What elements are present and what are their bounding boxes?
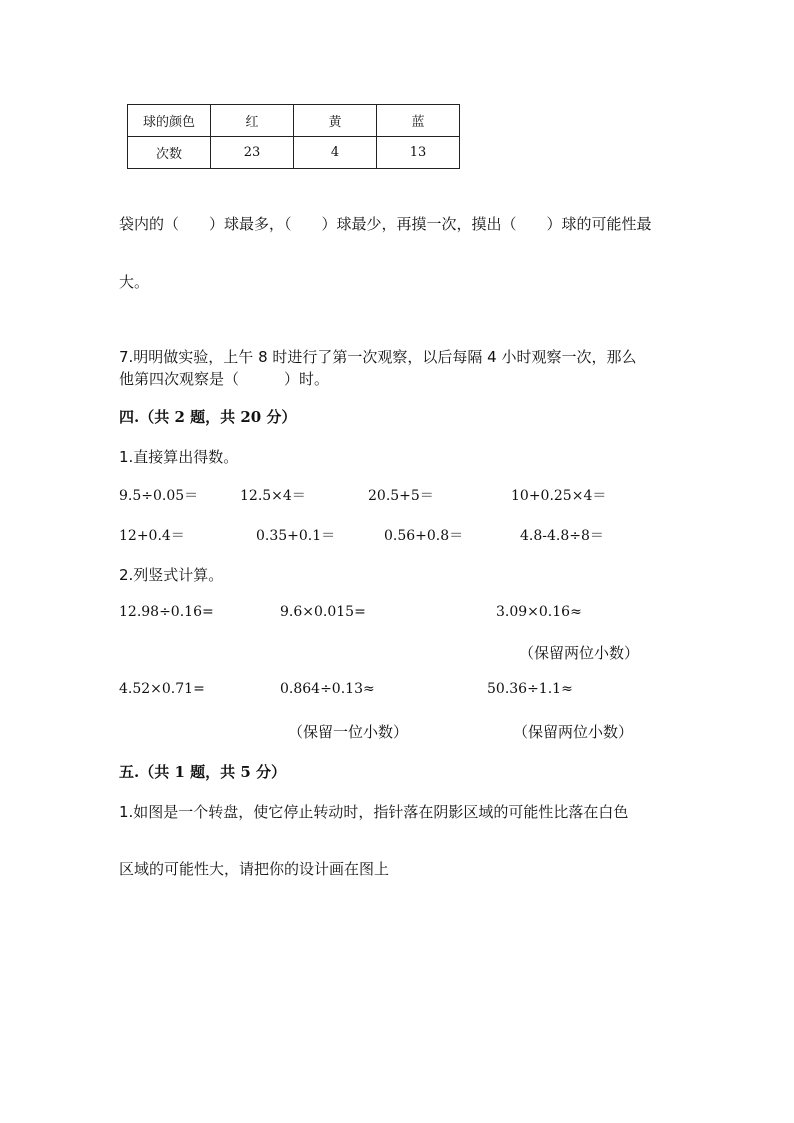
q7-text-line2: 他第四次观察是（ ）时。 <box>119 370 330 388</box>
calc-item: 9.5÷0.05＝ <box>119 488 199 504</box>
table-header-cell: 红 <box>211 105 294 137</box>
q6-text-line2: 大。 <box>119 273 150 291</box>
calc-item: 12+0.4＝ <box>119 528 185 544</box>
calc-item: 3.09×0.16≈ <box>496 604 582 620</box>
table-cell: 4 <box>294 137 377 169</box>
rounding-note: （保留两位小数） <box>519 644 640 662</box>
q6-text-line1: 袋内的（ ）球最多，（ ）球最少，再摸一次，摸出（ ）球的可能性最 <box>119 215 652 233</box>
section-5-title: 五.（共 1 题，共 5 分） <box>119 763 286 781</box>
rounding-note: （保留一位小数） <box>288 723 409 741</box>
q7-text-line1: 7.明明做实验，上午 8 时进行了第一次观察，以后每隔 4 小时观察一次，那么 <box>119 348 637 366</box>
calc-item: 4.8-4.8÷8＝ <box>520 528 604 544</box>
table-header-cell: 蓝 <box>377 105 460 137</box>
section-4-title: 四.（共 2 题，共 20 分） <box>119 408 297 426</box>
table-cell: 23 <box>211 137 294 169</box>
calc-item: 12.98÷0.16= <box>119 604 214 620</box>
calc-item: 20.5+5＝ <box>368 488 434 504</box>
table-row <box>128 105 460 137</box>
table-header-cell: 球的颜色 <box>128 105 211 137</box>
calc-item: 9.6×0.015= <box>280 604 366 620</box>
calc-item: 10+0.25×4＝ <box>511 488 607 504</box>
table-header-cell: 黄 <box>294 105 377 137</box>
table-cell: 13 <box>377 137 460 169</box>
calc-item: 12.5×4＝ <box>240 488 306 504</box>
calc-item: 0.864÷0.13≈ <box>280 681 375 697</box>
calc-item: 4.52×0.71= <box>119 681 205 697</box>
section-5-q1-line1: 1.如图是一个转盘，使它停止转动时，指针落在阴影区域的可能性比落在白色 <box>119 803 629 821</box>
ball-count-table <box>127 104 460 169</box>
section-4-q1-title: 1.直接算出得数。 <box>119 448 239 466</box>
section-4-q2-title: 2.列竖式计算。 <box>119 566 224 584</box>
calc-item: 0.56+0.8＝ <box>384 528 464 544</box>
table-cell: 次数 <box>128 137 211 169</box>
calc-item: 0.35+0.1＝ <box>256 528 336 544</box>
rounding-note: （保留两位小数） <box>513 723 634 741</box>
table-row <box>128 137 460 169</box>
section-5-q1-line2: 区域的可能性大，请把你的设计画在图上 <box>119 860 390 878</box>
calc-item: 50.36÷1.1≈ <box>487 681 573 697</box>
